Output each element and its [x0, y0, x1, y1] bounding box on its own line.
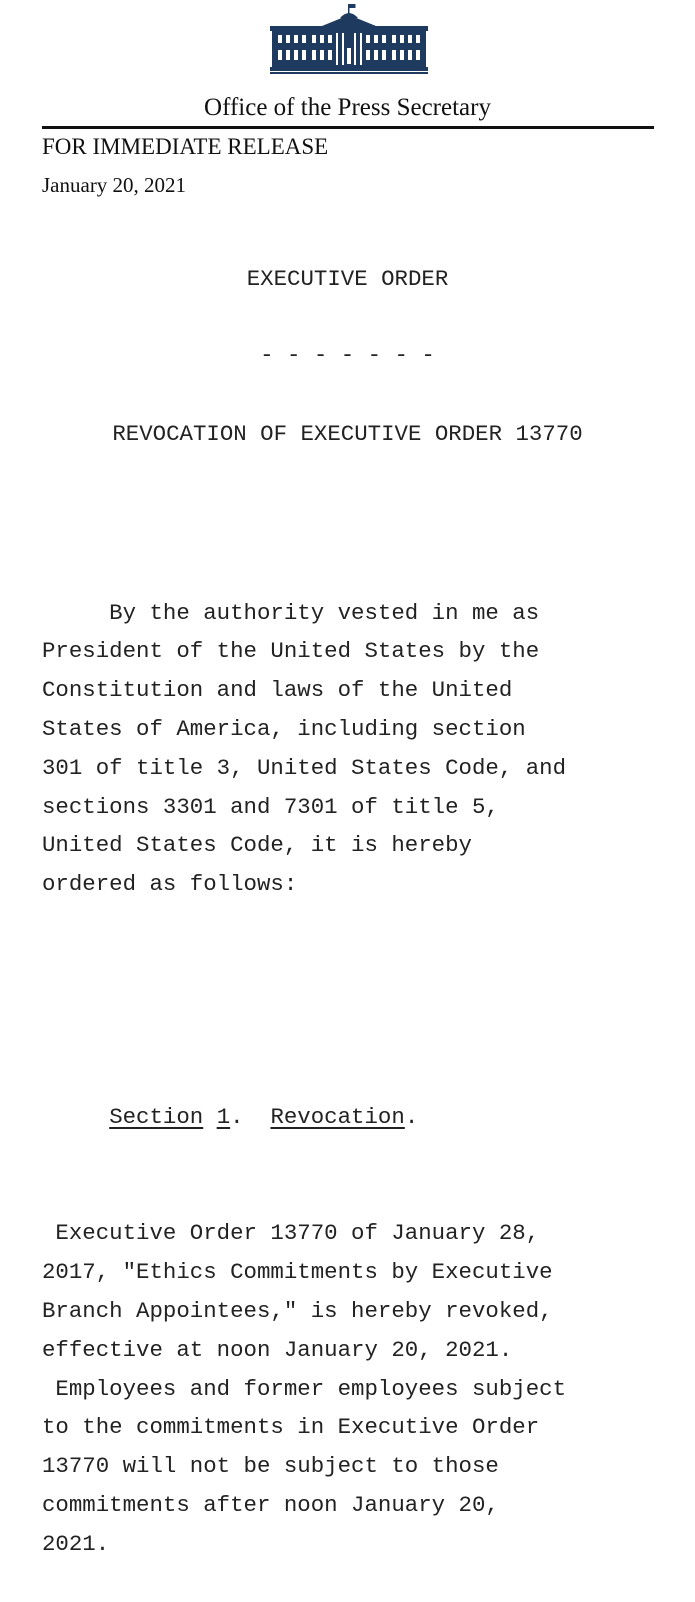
text-line: 301 of title 3, United States Code, and [42, 754, 567, 781]
text-line: By the authority vested in me as [42, 599, 540, 626]
text-line: sections 3301 and 7301 of title 5, [42, 793, 499, 820]
text-line: Constitution and laws of the United [42, 677, 513, 704]
text-line: Branch Appointees," is hereby revoked, [42, 1297, 553, 1324]
section-word: Section [109, 1103, 204, 1130]
text-line: United States Code, it is hereby [42, 832, 472, 859]
section-number: 1 [216, 1103, 231, 1130]
text-line: 2017, "Ethics Commitments by Executive [42, 1259, 553, 1286]
section-indent [42, 1104, 109, 1130]
text-line: Executive Order 13770 of January 28, [42, 1220, 540, 1247]
text-line: 2021. [42, 1530, 110, 1557]
text-line: effective at noon January 20, 2021. [42, 1336, 513, 1363]
release-label: FOR IMMEDIATE RELEASE [42, 134, 329, 159]
separator-dashes: - - - - - - - [260, 342, 435, 368]
text-line: ordered as follows: [42, 871, 298, 898]
order-body [42, 516, 566, 1602]
text-line: to the commitments in Executive Order [42, 1414, 540, 1441]
document-type: EXECUTIVE ORDER [246, 266, 449, 292]
preamble-paragraph [42, 594, 566, 904]
release-date: January 20, 2021 [42, 173, 187, 197]
white-house-icon [270, 4, 428, 74]
section-paragraph [42, 1214, 566, 1563]
section-heading-text: Revocation [270, 1103, 405, 1130]
text-line: States of America, including section [42, 715, 526, 742]
text-line: commitments after noon January 20, [42, 1491, 499, 1518]
order-title: REVOCATION OF EXECUTIVE ORDER 13770 [112, 421, 583, 447]
line-spacer [42, 982, 566, 1021]
office-title: Office of the Press Secretary [204, 94, 491, 121]
header-divider [42, 126, 654, 129]
section-heading: Section 1. Revocation. [42, 1098, 566, 1137]
text-line: President of the United States by the [42, 638, 540, 665]
text-line: 13770 will not be subject to those [42, 1453, 499, 1480]
text-line: Employees and former employees subject [42, 1375, 567, 1402]
